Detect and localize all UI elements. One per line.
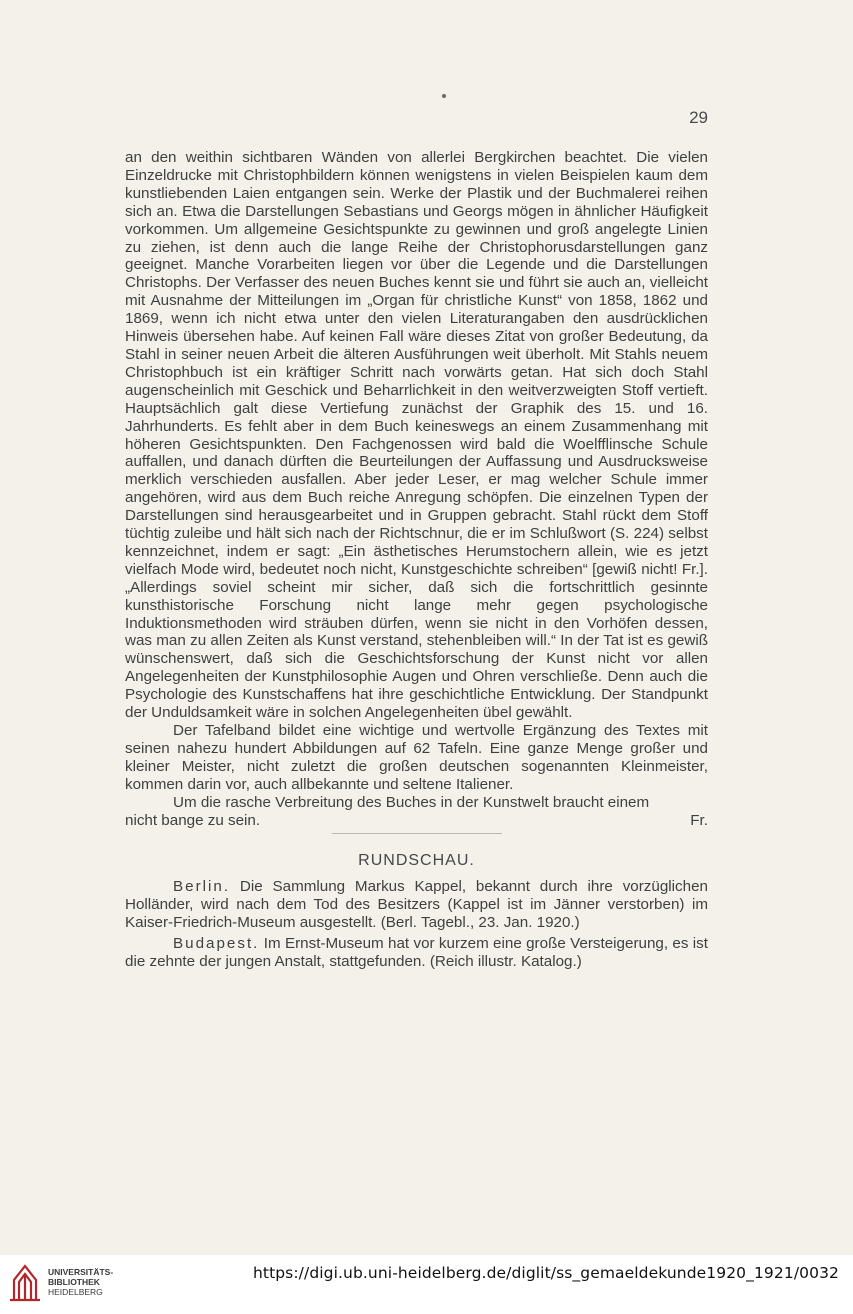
news-place: Budapest.	[173, 935, 260, 953]
page-number: 29	[689, 108, 708, 127]
news-place: Berlin.	[173, 878, 231, 896]
news-item-budapest	[125, 935, 708, 971]
ink-speck	[442, 94, 446, 98]
permalink-url[interactable]: https://digi.ub.uni-heidelberg.de/diglit/ss_gemaeldekunde1920_1921/0032	[252, 1264, 839, 1282]
section-divider	[332, 833, 502, 834]
closing-line-with-signature	[125, 812, 708, 830]
closing-line: Um die rasche Verbreitung des Buches in der Kunstwelt braucht einem	[173, 793, 650, 811]
author-signature: Fr.	[690, 811, 708, 829]
text-column	[125, 149, 708, 971]
library-line: UNIVERSITÄTS-	[48, 1267, 114, 1277]
library-line: HEIDELBERG	[48, 1287, 103, 1297]
main-paragraph: an den weithin sichtbaren Wänden von allerlei Bergkirchen beachtet. Die vielen Einzeldrucke mit Christophbildern können wenigstens in vielen Beispielen kaum dem kunstliebenden Laien entgangen sein. Werke der Plastik und der Buchmalerei reihen sich an. Etwa die Darstellungen Sebastians und Georgs mögen in ähnlicher Häufigkeit vorkommen. Um allgemeine Gesichtspunkte zu gewinnen und groß angelegte Linien zu ziehen, ist denn auch die lange Reihe der Christophorusdarstellungen ganz geeignet. Manche Vorarbeiten liegen vor über die Legende und die Darstellungen Christophs. Der Verfasser des neuen Buches kennt sie und führt sie auch an, vielleicht mit Ausnahme der Mitteilungen im „Organ für christliche Kunst“ von 1858, 1862 und 1869, wenn ich nicht etwa unter den vielen Literaturangaben den ausdrücklichen Hinweis übersehen habe. Auf keinen Fall wäre dieses Zitat von großer Bedeutung, da Stahl in seiner neuen Arbeit die älteren Ausführungen weit überholt. Mit Stahls neuem Christophbuch ist ein kräftiger Schritt nach vorwärts getan. Hat sich doch Stahl augenscheinlich mit Geschick und Beharrlichkeit in den weitverzweigten Stoff vertieft. Hauptsächlich galt diese Vertiefung zunächst der Graphik des 15. und 16. Jahrhunderts. Es fehlt aber in dem Buch keineswegs an einem Zusammenhang mit höheren Gesichtspunkten. Den Fachgenossen wird bald die Woelfflinsche Schule auffallen, und danach dürften die Beurteilungen der Auffassung und Ausdrucksweise merklich verschieden ausfallen. Aber jeder Leser, er mag welcher Schule immer angehören, wird aus dem Buch reiche Anregung schöpfen. Die einzelnen Typen der Darstellungen sind herausgearbeitet und in Gruppen gebracht. Stahl rückt dem Stoff tüchtig zuleibe und hält sich nach der Richtschnur, die er im Schlußwort (S. 224) selbst kennzeichnet, indem er sagt: „Ein ästhetisches Herumstochern allein, wie es jetzt vielfach Mode wird, bedeutet noch nicht, Kunstgeschichte schreiben“ [gewiß nicht! Fr.]. „Allerdings soviel scheint mir sicher, daß sich die fortschrittlich gesinnte kunsthistorische Forschung nicht lange mehr gegen psychologische Induktionsmethoden wird sträuben dürfen, wenn sie nicht in den Vorhöfen dessen, was man zu allen Zeiten als Kunst verstand, stehenbleiben will.“ In der Tat ist es gewiß wünschenswert, daß sich die Geschichtsforschung der Kunst nicht vor allen Angelegenheiten der Kunstphilosophie Augen und Ohren verschließe. Denn auch die Psychologie des Kunstschaffens hat ihre geschichtliche Entwicklung. Der Standpunkt der Unduldsamkeit wäre in solchen Angelegenheiten übel gewählt.	[125, 149, 708, 722]
news-text: Im Ernst-Museum hat vor kurzem eine große Versteigerung, es ist die zehnte der jungen Anstalt, stattgefunden. (Reich illustr. Katalog.)	[125, 935, 708, 970]
closing-line-end: nicht bange zu sein.	[125, 811, 261, 829]
news-item-berlin	[125, 878, 708, 932]
section-heading: RUNDSCHAU.	[358, 852, 475, 870]
library-name	[48, 1267, 113, 1297]
library-line: BIBLIOTHEK	[48, 1277, 100, 1287]
viewer-footer	[0, 1255, 853, 1314]
university-library-logo-icon[interactable]	[8, 1262, 42, 1304]
news-text: Die Sammlung Markus Kappel, bekannt durch ihre vorzüglichen Holländer, wird nach dem Tod des Besitzers (Kappel ist im Jänner verstorben) im Kaiser-Friedrich-Museum ausgestellt. (Berl. Tagebl., 23. Jan. 1920.)	[125, 878, 708, 932]
tafelband-paragraph: Der Tafelband bildet eine wichtige und wertvolle Ergänzung des Textes mit seinen nahezu hundert Abbildungen auf 62 Tafeln. Eine ganze Menge großer und kleiner Meister, nicht zuletzt die großen deutschen sogenannten Kleinmeister, kommen darin vor, auch allbekannte und seltene Italiener.	[125, 722, 708, 793]
